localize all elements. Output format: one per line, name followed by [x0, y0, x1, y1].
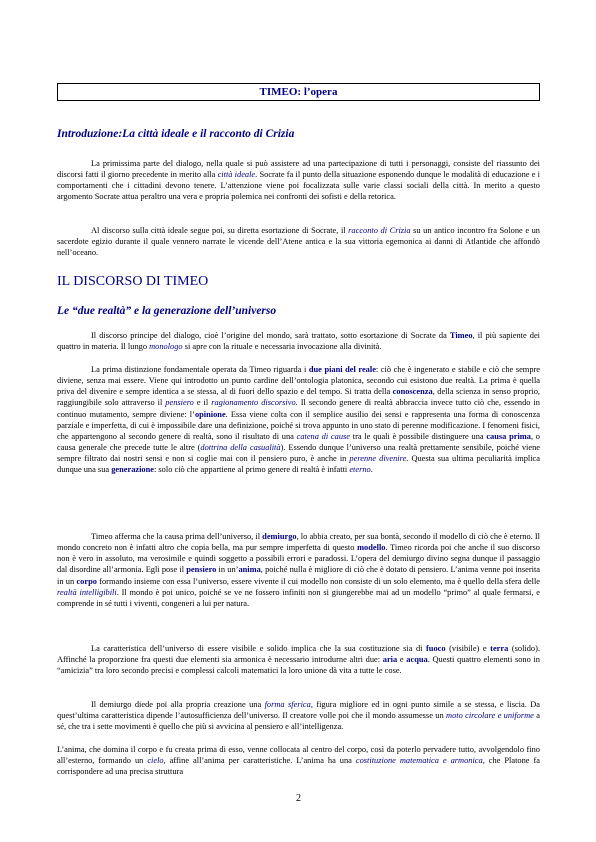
bold-term: anima [238, 565, 261, 575]
bold-term: corpo [76, 576, 97, 586]
bold-term: pensiero [186, 565, 217, 575]
bold-term: due piani del reale [308, 365, 376, 374]
text-run: , affine all’anima per caratteristiche. L’anima ha una [163, 756, 356, 766]
text-run: (solido). Affinché la proporzione fra questi due elementi sia armonica è necessario introdurne altri due: [57, 644, 540, 665]
text-run: Il discorso principe del dialogo, cioè l’origine del mondo, sarà trattato, sotto esortazione di Socrate da [91, 331, 450, 340]
bold-term: fuoco [426, 644, 446, 653]
page-number: 2 [296, 793, 301, 804]
text-run: in un’ [216, 565, 239, 575]
text-run: . Timeo ricorda poi che anche il suo discorso non è vero in assoluto, ma verosimile e quindi soggetto a possibili errori e paradossi. L’opera del demiurgo divino segna dunque il passaggio dal disordine all’armonia. Egli pose il [57, 543, 540, 575]
italic-term: forma sferica [264, 700, 311, 709]
paragraph-3 [57, 531, 540, 609]
text-run: e il [193, 398, 212, 408]
text-run: . Il mondo è poi unico, poiché se ve ne fossero infiniti non si giungerebbe mai ad un modello “primo” al quale fermarsi, e comprende in sé tutti i viventi, congeneri a lui per natura. [57, 587, 540, 608]
italic-term: realtà intelligibili [57, 587, 117, 597]
text-run: tra le quali è possibile distinguere una [350, 431, 487, 441]
bold-term: demiurgo [262, 532, 297, 541]
italic-term: perenne divenire [349, 454, 407, 464]
text-run: : solo ciò che appartiene al primo genere di realtà è infatti [154, 465, 350, 475]
text-run: , poiché nulla è migliore di ciò che è dotato di pensiero. L’anima venne poi inserita in un [57, 565, 541, 586]
italic-term: dottrina della casualità [200, 443, 281, 453]
text-run: (visibile) e [445, 644, 491, 653]
text-run: , figura migliore ed in ogni punto simile a se stessa, e liscia. Da quest’ultima caratteristica dipende l’autosufficienza dell’universo. Il creatore volle poi che il mondo assumesse un [57, 700, 540, 721]
bold-term: modello [357, 543, 386, 553]
paragraph-5 [57, 699, 540, 732]
text-run: , o causa generale che precede tutte le altre ( [57, 431, 540, 453]
text-run: La primissima parte del dialogo, nella quale si può assistere ad una partecipazione di tutti i personaggi, consiste del riassunto dei discorsi fatti il giorno precedente in merito alla [57, 159, 540, 180]
text-run: a sé, che tra i sette movimenti è quello che più si avvicina al pensiero e all’intelligenza. [57, 711, 540, 732]
bold-term: aria [382, 655, 398, 665]
paragraph-2 [57, 364, 540, 476]
text-run: formando insieme con essa l’universo, essere vivente il cui modello non consiste di un solo elemento, ma è quello della sfera delle [96, 576, 541, 586]
text-run: si apre con la rituale e necessaria invocazione alla divinità. [182, 342, 382, 352]
text-run: , della scienza in senso proprio, raggiungibile solo attraverso il [57, 387, 540, 408]
text-run: : ciò che è ingenerato e stabile e ciò che sempre diviene, senza mai essere. Viene qui introdotto un punto cardine dell’ontologia platonica, secondo cui esistono due realtà. La prima è quella priva del divenire e sempre identica a se stessa, al di fuori dello spazio e del tempo. Si tratta della [57, 365, 541, 397]
bold-term: causa prima [486, 431, 531, 441]
bold-term: opinione [194, 409, 226, 419]
italic-term: cielo [147, 756, 164, 766]
italic-term: costituzione matematica e armonica [355, 756, 483, 766]
text-run: . Questa sua ultima peculiarità implica dunque una sua [57, 454, 540, 475]
intro-paragraph-1 [57, 158, 540, 203]
intro-paragraph-2 [57, 225, 540, 258]
text-run: , che Platone fa corrispondere ad una precisa struttura [57, 756, 541, 777]
text-run: . Socrate fa il punto della situazione esponendo dunque le modalità di educazione e i comportamenti che i cittadini devono tenere. L’attenzione viene poi focalizzata sulle varie classi sociali della città. In merito a questo argomento Socrate attua peraltro una vera e propria polemica nei confronti dei sofisti e della retorica. [57, 170, 540, 202]
text-run: L’anima, che domina il corpo e fu creata prima di esso, venne collocata al centro del corpo, così da poterlo pervadere tutto, avvolgendolo fino all’esterno, formando un [57, 745, 540, 766]
text-run: e [397, 655, 407, 665]
bold-term: terra [490, 644, 509, 653]
text-run: Timeo afferma che la causa prima dell’universo, il [91, 532, 263, 541]
italic-term: città ideale [217, 170, 256, 180]
italic-term: moto circolare e uniforme [446, 711, 534, 721]
text-run: , il più sapiente dei quattro in materia. Il lungo [57, 331, 541, 352]
paragraph-1 [57, 330, 540, 352]
text-run: ). Essendo dunque l’universo una realtà prettamente sensibile, poiché viene sempre filtrato dai nostri sensi e non si coglie mai con il pensiero puro, è anche in [57, 443, 540, 464]
text-run: Il demiurgo diede poi alla propria creazione una [91, 700, 265, 709]
italic-term: pensiero [165, 398, 194, 408]
intro-heading: Introduzione:La città ideale e il racconto di Crizia [57, 128, 295, 140]
subsection-heading-realta: Le “due realtà” e la generazione dell’universo [57, 305, 277, 317]
document-title: TIMEO: l’opera [57, 83, 540, 101]
italic-term: catena di cause [296, 431, 350, 441]
paragraph-6 [57, 744, 540, 777]
italic-term: eterno [349, 465, 371, 475]
bold-term: conoscenza [392, 387, 433, 397]
text-run: . Il secondo genere di realtà abbraccia invece tutto ciò che, essendo in continuo mutamento, sempre diviene: l’ [57, 398, 540, 419]
bold-term: acqua [406, 655, 428, 665]
text-run: , lo abbia creato, per sua bontà, secondo il modello di ciò che è eterno. Il mondo concreto non è infatti altro che copia bella, ma pur sempre imperfetta di questo [57, 532, 541, 553]
bold-term: Timeo [449, 331, 473, 340]
text-run: La caratteristica dell’universo di essere visibile e solido implica che la sua costituzione sia di [91, 644, 427, 653]
text-run: . Essa viene colta con il semplice ausilio dei sensi e rappresenta una forma di conoscenza parziale e imperfetta, di cui è impossibile dare una definizione, poiché si trova appunto in uno stato di perenne modificazione. I fenomeni fisici, che appartengono al secondo genere di realtà, sono il risultato di una [57, 409, 541, 441]
italic-term: racconto di Crizia [348, 226, 411, 235]
text-run: La prima distinzione fondamentale operata da Timeo riguarda i [91, 365, 309, 374]
italic-term: ragionamento discorsivo [211, 398, 296, 408]
paragraph-4 [57, 643, 540, 676]
text-run: . Questi quattro elementi sono in “amicizia” tra loro secondo precisi e complessi calcoli matematici la loro unione dà vita a tutte le cose. [57, 655, 540, 676]
text-run: su un antico incontro fra Solone e un sacerdote egizio durante il quale vennero narrate le vicende dell’Atene antica e la sua vittoria egemonica ai danni di Atlantide che affondò nell’oceano. [57, 226, 540, 258]
text-run: . [370, 465, 373, 475]
bold-term: generazione [111, 465, 154, 475]
section-heading-discorso: IL DISCORSO DI TIMEO [57, 274, 209, 289]
text-run: Al discorso sulla città ideale segue poi, su diretta esortazione di Socrate, il [91, 226, 349, 235]
italic-term: monologo [149, 342, 183, 352]
